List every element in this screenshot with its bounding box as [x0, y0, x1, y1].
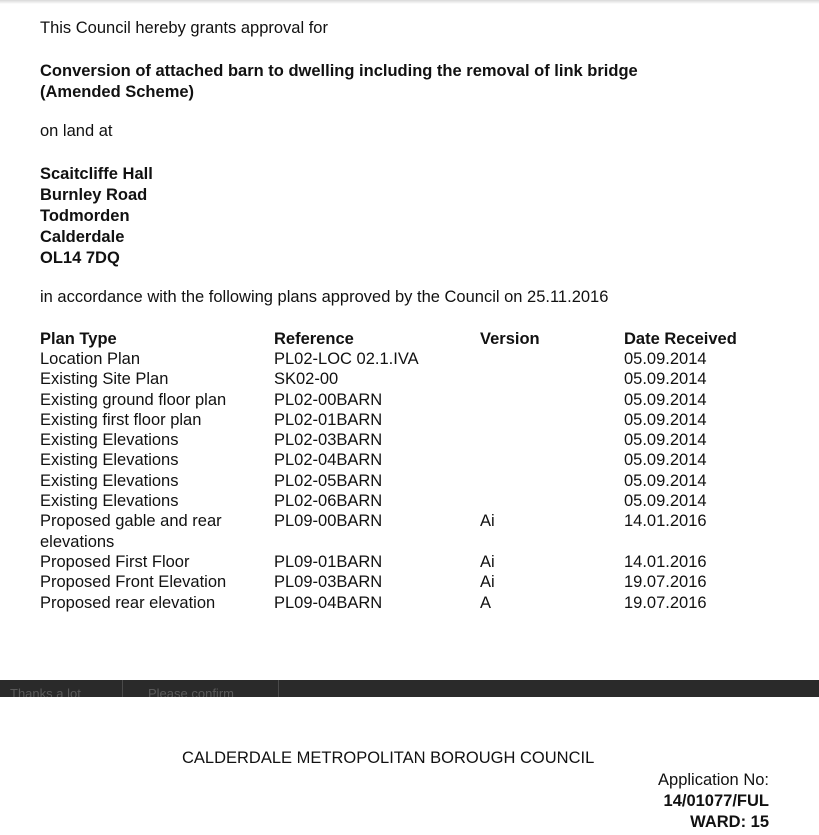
plan-type-cell	[40, 491, 274, 511]
plan-date-cell: 05.09.2014	[624, 492, 707, 511]
plan-reference-cell: PL09-01BARN	[274, 552, 383, 571]
council-name: CALDERDALE METROPOLITAN BOROUGH COUNCIL	[182, 749, 595, 767]
address-line: Calderdale	[40, 228, 125, 246]
plan-version-cell	[480, 450, 624, 470]
plan-date-cell: 05.09.2014	[624, 431, 707, 450]
plan-type-line: Existing Elevations	[40, 471, 179, 490]
plan-reference-cell: SK02-00	[274, 370, 339, 389]
plan-type-cell	[40, 369, 274, 389]
plan-type-cell	[40, 390, 274, 410]
plan-type-line: Existing Site Plan	[40, 370, 169, 389]
header-version: Version	[480, 330, 540, 348]
plan-reference-cell: PL09-04BARN	[274, 593, 383, 612]
plan-version-cell: Ai	[480, 552, 495, 571]
accordance-text: in accordance with the following plans approved by the Council on 25.11.2016	[40, 288, 609, 306]
plan-reference-cell: PL02-01BARN	[274, 410, 383, 429]
plan-date-cell: 05.09.2014	[624, 390, 707, 409]
plan-type-cell	[40, 511, 274, 552]
plan-date-cell: 14.01.2016	[624, 552, 707, 571]
plan-type-cell	[40, 593, 274, 613]
address-line: Burnley Road	[40, 186, 148, 204]
proposal-line: (Amended Scheme)	[40, 83, 195, 101]
plan-type-line: Proposed Front Elevation	[40, 573, 227, 592]
address-line: Scaitcliffe Hall	[40, 165, 153, 183]
page-top-shadow	[0, 0, 819, 4]
plan-row	[40, 390, 800, 410]
application-number: 14/01077/FUL	[663, 792, 769, 810]
plan-date-cell: 14.01.2016	[624, 512, 707, 531]
plan-reference-cell: PL09-03BARN	[274, 573, 383, 592]
on-land-at-text: on land at	[40, 122, 113, 140]
plan-date-cell: 05.09.2014	[624, 410, 707, 429]
proposal-description	[40, 61, 760, 103]
plan-reference-cell: PL02-05BARN	[274, 471, 383, 490]
plan-type-cell	[40, 572, 274, 592]
plan-type-cell	[40, 410, 274, 430]
header-date-received: Date Received	[624, 330, 737, 348]
plan-type-cell	[40, 450, 274, 470]
proposal-line: Conversion of attached barn to dwelling including the removal of link bridge	[40, 62, 638, 80]
plan-type-line: Location Plan	[40, 350, 140, 368]
plan-type-cell	[40, 349, 274, 369]
plan-type-cell	[40, 430, 274, 450]
plan-type-line: Existing Elevations	[40, 431, 179, 450]
plans-table-body	[40, 349, 800, 613]
plan-type-line: Proposed gable and rear	[40, 512, 222, 531]
overlay-item-thanks[interactable]: Thanks a lot	[10, 686, 81, 697]
plan-reference-cell: PL02-06BARN	[274, 492, 383, 511]
plan-version-cell: Ai	[480, 573, 495, 592]
plan-version-cell	[480, 410, 624, 430]
plan-type-line: Existing ground floor plan	[40, 390, 227, 409]
plan-version-cell	[480, 369, 624, 389]
plan-reference-cell: PL02-00BARN	[274, 390, 383, 409]
plan-type-line: Existing Elevations	[40, 451, 179, 470]
plan-version-cell	[480, 491, 624, 511]
overlay-divider	[122, 680, 123, 697]
plan-row	[40, 593, 800, 613]
application-label: Application No:	[658, 771, 769, 789]
overlay-item-confirm[interactable]: Please confirm	[148, 686, 234, 697]
plan-type-cell	[40, 471, 274, 491]
plan-date-cell: 19.07.2016	[624, 573, 707, 592]
plan-row	[40, 410, 800, 430]
plan-row	[40, 369, 800, 389]
intro-text: This Council hereby grants approval for	[40, 19, 328, 37]
plan-row	[40, 511, 800, 552]
plan-date-cell: 05.09.2014	[624, 471, 707, 490]
address-line: Todmorden	[40, 207, 130, 225]
plan-type-line: Proposed First Floor	[40, 552, 190, 571]
plan-row	[40, 349, 800, 369]
plan-version-cell	[480, 430, 624, 450]
plan-row	[40, 552, 800, 572]
plan-version-cell	[480, 471, 624, 491]
plan-type-line: Existing first floor plan	[40, 410, 202, 429]
site-address	[40, 164, 153, 269]
plan-row	[40, 450, 800, 470]
ward-number: WARD: 15	[690, 813, 769, 831]
plan-type-line: Proposed rear elevation	[40, 593, 216, 612]
plans-table	[40, 329, 800, 613]
header-reference: Reference	[274, 330, 354, 348]
plan-reference-cell: PL02-LOC 02.1.IVA	[274, 350, 419, 368]
address-line: OL14 7DQ	[40, 249, 120, 267]
plans-table-header	[40, 329, 800, 349]
plan-version-cell: A	[480, 593, 492, 612]
plan-row	[40, 430, 800, 450]
plan-reference-cell: PL02-03BARN	[274, 431, 383, 450]
plan-version-cell	[480, 349, 624, 369]
application-info	[658, 770, 769, 833]
plan-date-cell: 19.07.2016	[624, 593, 707, 612]
header-plan-type: Plan Type	[40, 330, 117, 348]
plan-date-cell: 05.09.2014	[624, 350, 707, 368]
plan-reference-cell: PL09-00BARN	[274, 512, 383, 531]
plan-reference-cell: PL02-04BARN	[274, 451, 383, 470]
plan-type-cell	[40, 552, 274, 572]
plan-row	[40, 491, 800, 511]
plan-type-line: Existing Elevations	[40, 492, 179, 511]
overlay-divider	[278, 680, 279, 697]
plan-date-cell: 05.09.2014	[624, 370, 707, 389]
plan-date-cell: 05.09.2014	[624, 451, 707, 470]
overlay-bar	[0, 680, 819, 697]
plan-version-cell	[480, 390, 624, 410]
plan-version-cell: Ai	[480, 512, 495, 531]
plan-row	[40, 471, 800, 491]
plan-type-line: elevations	[40, 532, 115, 551]
plan-row	[40, 572, 800, 592]
